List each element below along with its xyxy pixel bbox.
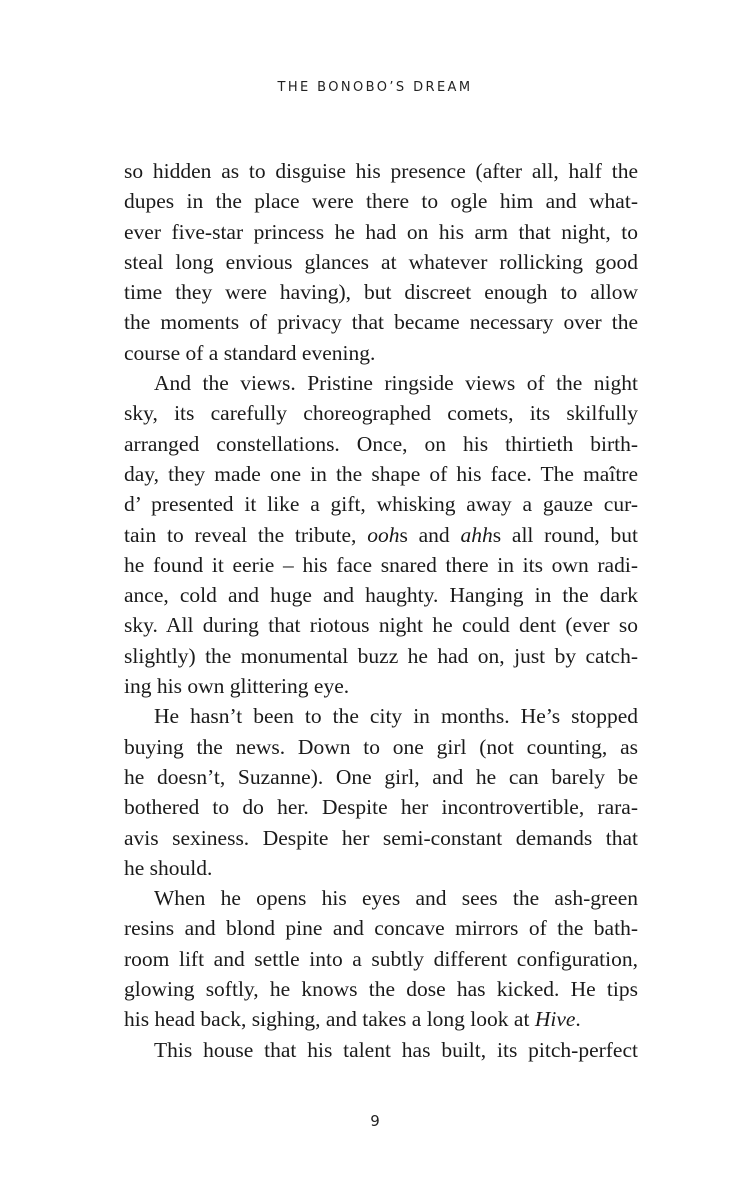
text-line: d’ presented it like a gift, whisking away a gauze cur-: [124, 492, 638, 517]
italic-run: ooh: [367, 522, 400, 547]
text-line: slightly) the monumental buzz he had on, just by catch-: [124, 643, 638, 668]
paragraph: [124, 156, 638, 368]
text-line: he doesn’t, Suzanne). One girl, and he can barely be: [124, 764, 638, 789]
text-line: ance, cold and huge and haughty. Hanging in the dark: [124, 583, 638, 608]
text-line: bothered to do her. Despite her incontrovertible, rara-: [124, 795, 638, 820]
text-line: time they were having), but discreet enough to allow: [124, 280, 638, 305]
text-line: so hidden as to disguise his presence (after all, half the: [124, 159, 638, 183]
text-line: arranged constellations. Once, on his thirtieth birth-: [124, 431, 638, 456]
text-line: buying the news. Down to one girl (not counting, as: [124, 734, 638, 759]
text-line: [124, 520, 638, 550]
text-line: avis sexiness. Despite her semi-constant demands that: [124, 825, 638, 850]
text-line: steal long envious glances at whatever rollicking good: [124, 249, 638, 274]
text-run: his head back, sighing, and takes a long look at: [124, 1007, 535, 1032]
text-line: glowing softly, he knows the dose has kicked. He tips: [124, 977, 638, 1002]
text-line: He hasn’t been to the city in months. He’s stopped: [154, 704, 638, 729]
text-run: tain to reveal the tribute,: [124, 522, 368, 547]
paragraph: [124, 701, 638, 883]
text-line: ever five-star princess he had on his arm that night, to: [124, 219, 638, 244]
text-line: When he opens his eyes and sees the ash-green: [154, 886, 638, 911]
text-line: the moments of privacy that became necessary over the: [124, 310, 638, 335]
text-line: resins and blond pine and concave mirrors of the bath-: [124, 916, 638, 941]
running-head: THE BONOBO’S DREAM: [277, 80, 473, 95]
text-run: s all round, but: [492, 522, 638, 547]
italic-run: Hive: [534, 1007, 576, 1032]
text-line: room lift and settle into a subtly different configuration,: [124, 946, 638, 971]
text-run: s and: [399, 522, 461, 547]
paragraph: [124, 368, 638, 701]
text-line: he found it eerie – his face snared there in its own radi-: [124, 552, 638, 577]
italic-run: ahh: [460, 522, 493, 547]
text-line: sky. All during that riotous night he could dent (ever so: [124, 613, 638, 638]
page-number: 9: [370, 1112, 380, 1130]
text-line: This house that his talent has built, its pitch-perfect: [154, 1037, 638, 1062]
text-line: [124, 1004, 638, 1034]
paragraph: [124, 1035, 638, 1065]
text-line: day, they made one in the shape of his face. The maître: [124, 461, 638, 486]
text-line: And the views. Pristine ringside views of the night: [154, 371, 638, 396]
text-line: he should.: [124, 855, 213, 880]
text-line: sky, its carefully choreographed comets, its skilfully: [124, 401, 638, 426]
text-line: dupes in the place were there to ogle him and what-: [124, 189, 638, 214]
text-run: .: [575, 1007, 581, 1032]
paragraph: [124, 883, 638, 1034]
text-line: ing his own glittering eye.: [124, 674, 350, 699]
text-line: course of a standard evening.: [124, 340, 376, 365]
body-text: [124, 156, 638, 1065]
